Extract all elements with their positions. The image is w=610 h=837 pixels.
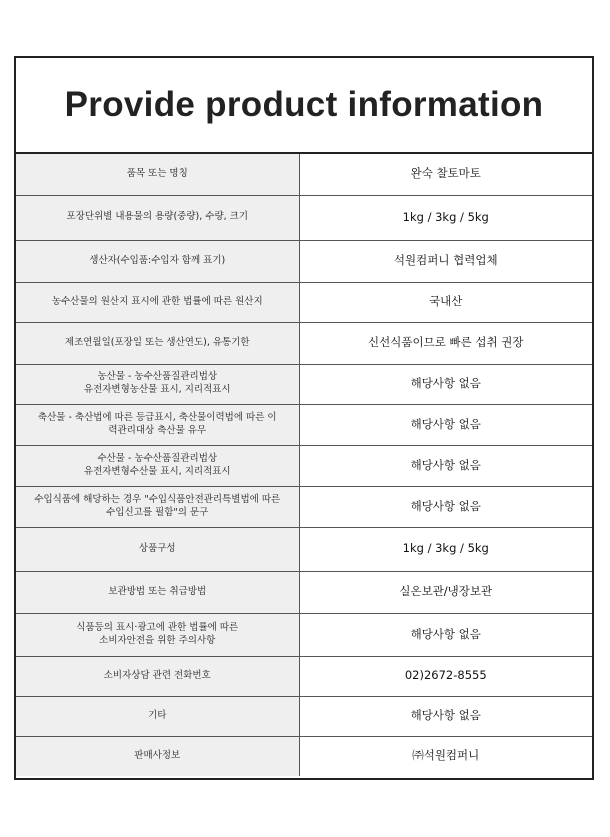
info-row-label: 제조연월일(포장일 또는 생산연도), 유통기한 <box>16 322 299 364</box>
info-row-value: 해당사항 없음 <box>299 445 592 486</box>
info-row-value: 완숙 찰토마토 <box>299 154 592 195</box>
info-row-label: 수산물 - 농수산품질관리법상 유전자변형수산물 표시, 지리적표시 <box>16 445 299 486</box>
info-row-label: 농산물 - 농수산품질관리법상 유전자변형농산물 표시, 지리적표시 <box>16 364 299 404</box>
info-row-label: 소비자상담 관련 전화번호 <box>16 656 299 696</box>
info-row-label: 식품등의 표시·광고에 관한 법률에 따른 소비자안전을 위한 주의사항 <box>16 613 299 656</box>
info-row <box>16 445 592 486</box>
info-row-value: 해당사항 없음 <box>299 364 592 404</box>
info-row-label: 보관방법 또는 취급방법 <box>16 571 299 613</box>
info-row <box>16 486 592 527</box>
info-row-label: 상품구성 <box>16 527 299 571</box>
info-row-value: 1kg / 3kg / 5kg <box>299 527 592 571</box>
info-row-value: 해당사항 없음 <box>299 404 592 445</box>
title-box <box>16 58 592 154</box>
info-row-label: 축산물 - 축산법에 따른 등급표시, 축산물이력법에 따른 이 력관리대상 축산물 유무 <box>16 404 299 445</box>
info-row <box>16 154 592 195</box>
info-row <box>16 613 592 656</box>
info-row <box>16 282 592 322</box>
page-title: Provide product information <box>64 85 544 124</box>
info-row <box>16 404 592 445</box>
info-row-label: 생산자(수입품:수입자 함께 표기) <box>16 240 299 282</box>
info-table <box>16 154 592 776</box>
info-row-value: 신선식품이므로 빠른 섭취 권장 <box>299 322 592 364</box>
info-row-label: 기타 <box>16 696 299 736</box>
product-info-sheet <box>14 56 594 780</box>
info-row-value: ㈜석원컴퍼니 <box>299 736 592 776</box>
info-row <box>16 736 592 776</box>
info-row-label: 포장단위별 내용물의 용량(중량), 수량, 크기 <box>16 195 299 240</box>
info-row <box>16 240 592 282</box>
info-row <box>16 364 592 404</box>
info-row-label: 수입식품에 해당하는 경우 "수입식품안전관리특별법에 따른 수입신고를 필함"의 문구 <box>16 486 299 527</box>
info-row-label: 품목 또는 명칭 <box>16 154 299 195</box>
info-row-value: 1kg / 3kg / 5kg <box>299 195 592 240</box>
info-row <box>16 527 592 571</box>
info-row-value: 해당사항 없음 <box>299 696 592 736</box>
info-row <box>16 696 592 736</box>
info-row-label: 농수산물의 원산지 표시에 관한 법률에 따른 원산지 <box>16 282 299 322</box>
info-row-value: 해당사항 없음 <box>299 613 592 656</box>
info-row <box>16 656 592 696</box>
info-row-value: 해당사항 없음 <box>299 486 592 527</box>
info-row <box>16 571 592 613</box>
info-row-value: 국내산 <box>299 282 592 322</box>
info-row-value: 석원컴퍼니 협력업체 <box>299 240 592 282</box>
info-row-value: 02)2672-8555 <box>299 656 592 696</box>
info-row-value: 실온보관/냉장보관 <box>299 571 592 613</box>
info-row <box>16 322 592 364</box>
info-row-label: 판매사정보 <box>16 736 299 776</box>
info-row <box>16 195 592 240</box>
